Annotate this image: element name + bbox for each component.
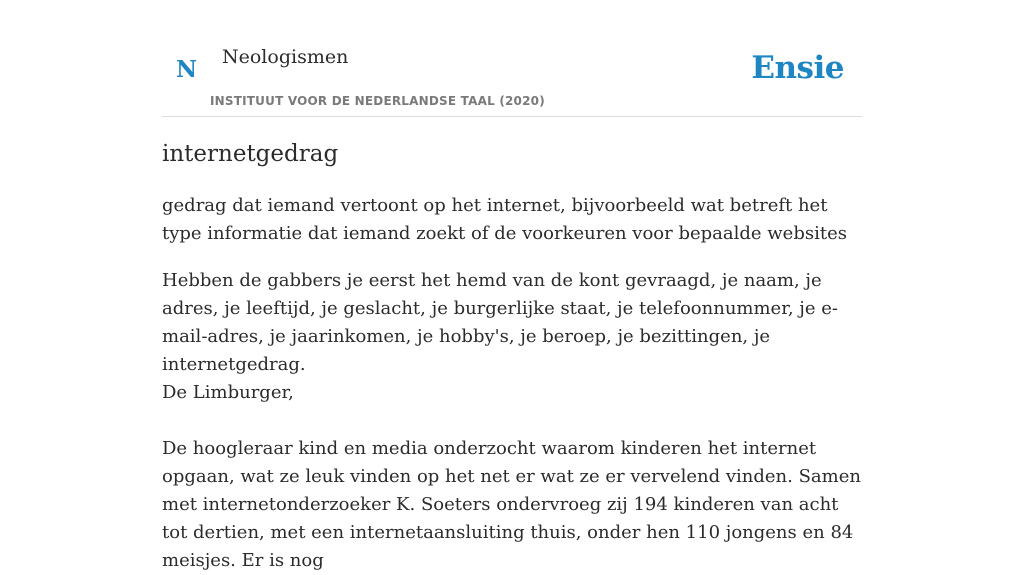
entry-content	[162, 138, 862, 575]
quote-text: Hebben de gabbers je eerst het hemd van de kont gevraagd, je naam, je adres, je leeftijd, je geslacht, je burgerlijke staat, je telefoonnummer, je e-mail-adres, je jaarinkomen, je hobby's, je beroep, je bezittingen, je internetgedrag.	[162, 270, 838, 375]
source-logo-icon: N	[176, 56, 198, 83]
source-subtitle: INSTITUUT VOOR DE NEDERLANDSE TAAL (2020)	[210, 94, 545, 108]
headword: internetgedrag	[162, 141, 339, 167]
quote-source: De Limburger,	[162, 382, 294, 403]
source-header	[162, 40, 862, 117]
definition: gedrag dat iemand vertoont op het internet, bijvoorbeeld wat betreft het type informatie dat iemand zoekt of de voorkeuren voor bepaalde websites	[162, 195, 847, 244]
quote-text: De hoogleraar kind en media onderzocht waarom kinderen het internet opgaan, wat ze leuk vinden op het net er wat ze er vervelend vinden. Samen met internetonderzoeker K. Soeters ondervroeg zij 194 kinderen van acht tot dertien, met een internetaansluiting thuis, onder hen 110 jongens en 84 meisjes. Er is nog	[162, 438, 861, 571]
source-title[interactable]: Neologismen	[222, 46, 349, 68]
brand-logo[interactable]: Ensie	[751, 50, 844, 86]
